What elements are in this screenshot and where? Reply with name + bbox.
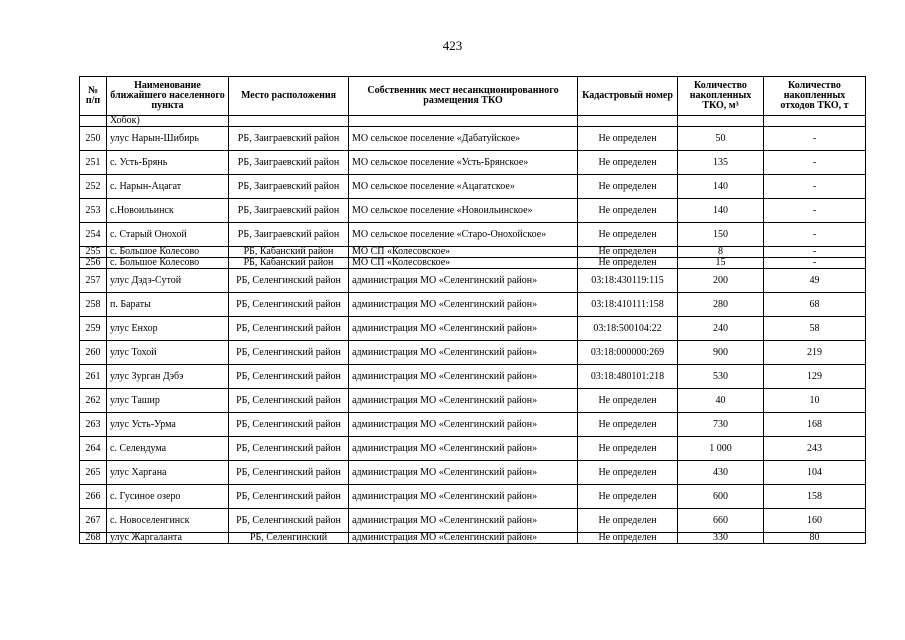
cell-settlement: с. Усть-Брянь — [107, 151, 229, 175]
cell-mass: - — [764, 258, 866, 269]
col-header-owner: Собственник мест несанкционированного размещения ТКО — [349, 77, 578, 116]
cell-owner: администрация МО «Селенгинский район» — [349, 485, 578, 509]
col-header-mass: Количество накопленных отходов ТКО, т — [764, 77, 866, 116]
cell-settlement: улус Тохой — [107, 341, 229, 365]
cell-settlement: с. Нарын-Ацагат — [107, 175, 229, 199]
cell-settlement: улус Енхор — [107, 317, 229, 341]
cell-number: 260 — [80, 341, 107, 365]
table-row — [80, 509, 866, 533]
table-row — [80, 461, 866, 485]
cell-location: РБ, Селенгинский район — [229, 317, 349, 341]
cell-cadastral: Не определен — [578, 413, 678, 437]
cell-cadastral: Не определен — [578, 199, 678, 223]
cell-owner: администрация МО «Селенгинский район» — [349, 317, 578, 341]
col-header-number: № п/п — [80, 77, 107, 116]
cell-mass: - — [764, 199, 866, 223]
cell-cadastral: 03:18:480101:218 — [578, 365, 678, 389]
table-row — [80, 269, 866, 293]
cell-number: 254 — [80, 223, 107, 247]
cell-cadastral: Не определен — [578, 533, 678, 544]
cell-mass: 58 — [764, 317, 866, 341]
cell-volume: 40 — [678, 389, 764, 413]
cell-owner: МО СП «Колесовское» — [349, 247, 578, 258]
page-number: 423 — [442, 38, 463, 53]
cell-mass: 168 — [764, 413, 866, 437]
cell-location: РБ, Селенгинский район — [229, 413, 349, 437]
cell-location: РБ, Селенгинский район — [229, 509, 349, 533]
cell-mass: - — [764, 247, 866, 258]
cell-settlement: улус Нарын-Шибирь — [107, 127, 229, 151]
cell-volume: 8 — [678, 247, 764, 258]
cell-owner: администрация МО «Селенгинский район» — [349, 509, 578, 533]
cell-owner: администрация МО «Селенгинский район» — [349, 461, 578, 485]
cell-cadastral: Не определен — [578, 461, 678, 485]
col-header-location: Место расположения — [229, 77, 349, 116]
cell-number: 255 — [80, 247, 107, 258]
continuation-row — [80, 116, 866, 127]
cell-volume: 280 — [678, 293, 764, 317]
cell-mass: 160 — [764, 509, 866, 533]
table-row — [80, 247, 866, 258]
cell-volume: 140 — [678, 175, 764, 199]
cell-number: 250 — [80, 127, 107, 151]
cell-cadastral: 03:18:430119:115 — [578, 269, 678, 293]
table-row — [80, 533, 866, 544]
cell-mass: 68 — [764, 293, 866, 317]
cell-owner: МО сельское поселение «Усть-Брянское» — [349, 151, 578, 175]
cell-mass: - — [764, 127, 866, 151]
cell-mass: 80 — [764, 533, 866, 544]
cell-owner: МО сельское поселение «Дабатуйское» — [349, 127, 578, 151]
cell-number: 251 — [80, 151, 107, 175]
cell-location: РБ, Селенгинский район — [229, 365, 349, 389]
cell-number: 259 — [80, 317, 107, 341]
table-row — [80, 258, 866, 269]
cell-settlement: улус Жаргаланта — [107, 533, 229, 544]
cell-number: 267 — [80, 509, 107, 533]
cell-owner: МО сельское поселение «Новоильинское» — [349, 199, 578, 223]
cell-cadastral: Не определен — [578, 247, 678, 258]
col-header-cadastral: Кадастровый номер — [578, 77, 678, 116]
cell-number: 258 — [80, 293, 107, 317]
table-row — [80, 199, 866, 223]
col-header-settlement: Наименование ближайшего населенного пункта — [107, 77, 229, 116]
cell-volume: 900 — [678, 341, 764, 365]
cell-settlement: с. Селендума — [107, 437, 229, 461]
cell-volume: 135 — [678, 151, 764, 175]
cell-settlement: с. Большое Колесово — [107, 247, 229, 258]
cell-mass: - — [764, 151, 866, 175]
cell-location: РБ, Заиграевский район — [229, 199, 349, 223]
cell-volume: 1 000 — [678, 437, 764, 461]
table-row — [80, 151, 866, 175]
cell-settlement: с. Старый Онохой — [107, 223, 229, 247]
cell-owner: администрация МО «Селенгинский район» — [349, 293, 578, 317]
cell-settlement: улус Дэдэ-Сутой — [107, 269, 229, 293]
cell-cadastral: Не определен — [578, 258, 678, 269]
col-header-volume: Количество накопленных ТКО, м³ — [678, 77, 764, 116]
cell-settlement: улус Зурган Дэбэ — [107, 365, 229, 389]
table-row — [80, 389, 866, 413]
cell-owner: МО сельское поселение «Старо-Онохойское» — [349, 223, 578, 247]
cell-number: 265 — [80, 461, 107, 485]
cell-owner: МО сельское поселение «Ацагатское» — [349, 175, 578, 199]
cell-volume: 200 — [678, 269, 764, 293]
cell-number: 264 — [80, 437, 107, 461]
cell-cadastral: 03:18:410111:158 — [578, 293, 678, 317]
cell-settlement: с. Новоселенгинск — [107, 509, 229, 533]
cell-owner: администрация МО «Селенгинский район» — [349, 269, 578, 293]
cell-cadastral: Не определен — [578, 485, 678, 509]
cell-cadastral: Не определен — [578, 175, 678, 199]
cell-mass: 49 — [764, 269, 866, 293]
cell-number: 253 — [80, 199, 107, 223]
cell-number: 261 — [80, 365, 107, 389]
cell-mass: 104 — [764, 461, 866, 485]
cell-location: РБ, Селенгинский район — [229, 461, 349, 485]
table-row — [80, 413, 866, 437]
cell-mass: 219 — [764, 341, 866, 365]
cell-location: РБ, Кабанский район — [229, 258, 349, 269]
table-row — [80, 317, 866, 341]
cell-cadastral: Не определен — [578, 389, 678, 413]
cell-location: РБ, Селенгинский район — [229, 485, 349, 509]
cell-location: РБ, Селенгинский район — [229, 269, 349, 293]
cell-volume: 140 — [678, 199, 764, 223]
cell-cadastral: 03:18:000000:269 — [578, 341, 678, 365]
table-row — [80, 127, 866, 151]
cell-mass: - — [764, 175, 866, 199]
cell-volume: 240 — [678, 317, 764, 341]
cell-location: РБ, Селенгинский район — [229, 293, 349, 317]
cell-number: 252 — [80, 175, 107, 199]
cell-cadastral: Не определен — [578, 437, 678, 461]
cell-volume: 730 — [678, 413, 764, 437]
cell-cadastral: Не определен — [578, 223, 678, 247]
cell-mass: 243 — [764, 437, 866, 461]
cell-location: РБ, Заиграевский район — [229, 175, 349, 199]
table-row — [80, 223, 866, 247]
cell-cadastral: Не определен — [578, 127, 678, 151]
cell-owner: администрация МО «Селенгинский район» — [349, 365, 578, 389]
cell-location: РБ, Заиграевский район — [229, 127, 349, 151]
cell-settlement: п. Бараты — [107, 293, 229, 317]
cell-location: РБ, Селенгинский — [229, 533, 349, 544]
cell-cadastral: Не определен — [578, 151, 678, 175]
cell-volume: 600 — [678, 485, 764, 509]
cell-settlement: с. Гусиное озеро — [107, 485, 229, 509]
cell-settlement: улус Харгана — [107, 461, 229, 485]
cell-owner: администрация МО «Селенгинский район» — [349, 389, 578, 413]
cell-location: РБ, Селенгинский район — [229, 389, 349, 413]
cell-settlement: улус Усть-Урма — [107, 413, 229, 437]
cell-location: РБ, Кабанский район — [229, 247, 349, 258]
cell-number: 268 — [80, 533, 107, 544]
cell-owner: администрация МО «Селенгинский район» — [349, 341, 578, 365]
cell-location: РБ, Заиграевский район — [229, 151, 349, 175]
cell-mass: 129 — [764, 365, 866, 389]
cell-location: РБ, Селенгинский район — [229, 437, 349, 461]
cell-location: РБ, Заиграевский район — [229, 223, 349, 247]
table-row — [80, 365, 866, 389]
cell-volume: 50 — [678, 127, 764, 151]
cell-settlement: с. Большое Колесово — [107, 258, 229, 269]
cell-number: 262 — [80, 389, 107, 413]
table-row — [80, 437, 866, 461]
cell-volume: 330 — [678, 533, 764, 544]
table-row — [80, 485, 866, 509]
cell-number: 263 — [80, 413, 107, 437]
cell-cadastral: Не определен — [578, 509, 678, 533]
cell-volume: 660 — [678, 509, 764, 533]
cell-owner: администрация МО «Селенгинский район» — [349, 413, 578, 437]
cell-volume: 530 — [678, 365, 764, 389]
continuation-text: Хобок) — [107, 116, 229, 127]
cell-volume: 430 — [678, 461, 764, 485]
cell-number: 256 — [80, 258, 107, 269]
cell-owner: администрация МО «Селенгинский район» — [349, 533, 578, 544]
table-row — [80, 293, 866, 317]
cell-volume: 15 — [678, 258, 764, 269]
cell-number: 257 — [80, 269, 107, 293]
cell-cadastral: 03:18:500104:22 — [578, 317, 678, 341]
cell-volume: 150 — [678, 223, 764, 247]
cell-settlement: с.Новоильинск — [107, 199, 229, 223]
cell-mass: - — [764, 223, 866, 247]
landfill-table — [79, 76, 866, 544]
table-row — [80, 341, 866, 365]
cell-settlement: улус Ташир — [107, 389, 229, 413]
cell-owner: МО СП «Колесовское» — [349, 258, 578, 269]
cell-location: РБ, Селенгинский район — [229, 341, 349, 365]
cell-owner: администрация МО «Селенгинский район» — [349, 437, 578, 461]
header-row — [80, 77, 866, 116]
cell-number: 266 — [80, 485, 107, 509]
cell-mass: 10 — [764, 389, 866, 413]
cell-mass: 158 — [764, 485, 866, 509]
table-row — [80, 175, 866, 199]
